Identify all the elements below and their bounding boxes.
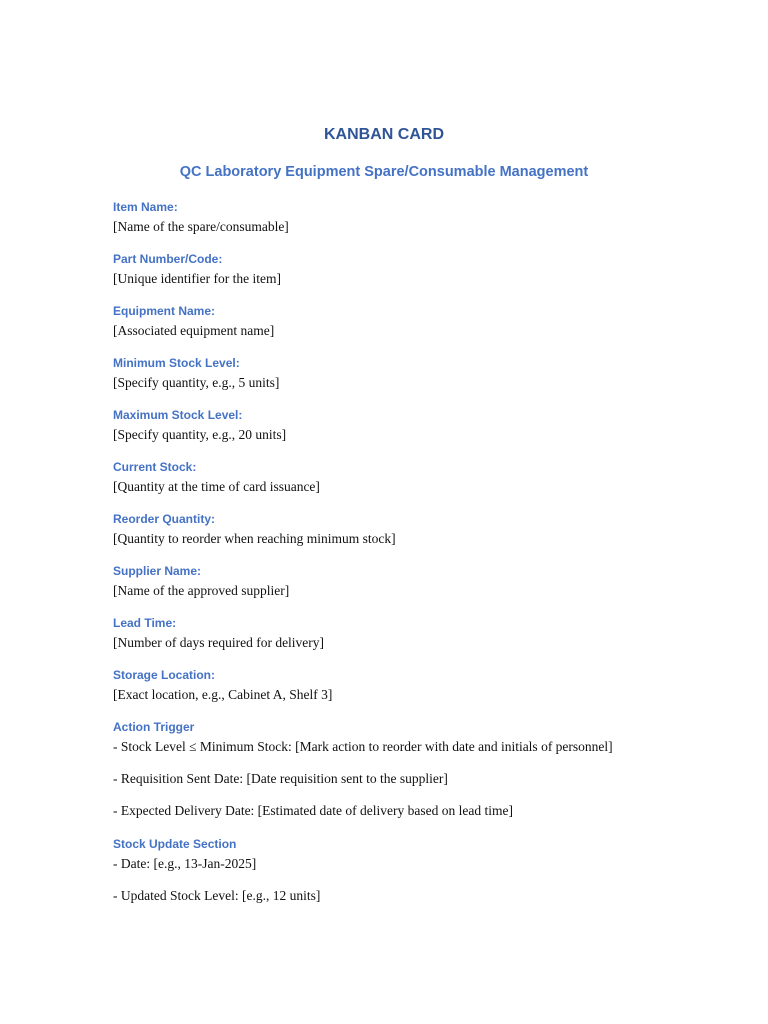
field-value: [Specify quantity, e.g., 20 units] — [113, 427, 287, 442]
field-value: [Exact location, e.g., Cabinet A, Shelf 3] — [113, 687, 333, 702]
stock-update-line: - Updated Stock Level: [e.g., 12 units] — [113, 888, 321, 903]
field-value: [Number of days required for delivery] — [113, 635, 325, 650]
field-label: Storage Location: — [113, 668, 216, 682]
field-label: Reorder Quantity: — [113, 512, 216, 526]
document-subtitle: QC Laboratory Equipment Spare/Consumable Management — [179, 164, 589, 180]
field-label: Equipment Name: — [113, 304, 216, 318]
section-heading: Action Trigger — [113, 720, 195, 734]
field-label: Lead Time: — [113, 616, 177, 630]
field-lead-time — [113, 613, 713, 653]
field-current-stock — [113, 457, 713, 497]
field-reorder-quantity — [113, 509, 713, 549]
field-value: [Quantity at the time of card issuance] — [113, 479, 320, 494]
field-value: [Name of the spare/consumable] — [113, 219, 289, 234]
document-title: KANBAN CARD — [324, 126, 444, 143]
field-storage-location — [113, 665, 713, 705]
section-heading: Stock Update Section — [113, 837, 237, 851]
action-trigger-line: - Requisition Sent Date: [Date requisition sent to the supplier] — [113, 771, 448, 786]
field-minimum-stock — [113, 353, 713, 393]
section-stock-update — [113, 834, 713, 874]
field-label: Part Number/Code: — [113, 252, 223, 266]
field-label: Maximum Stock Level: — [113, 408, 243, 422]
field-label: Item Name: — [113, 200, 178, 214]
field-item-name — [113, 197, 713, 237]
field-value: [Name of the approved supplier] — [113, 583, 290, 598]
field-maximum-stock — [113, 405, 713, 445]
action-trigger-line: - Stock Level ≤ Minimum Stock: [Mark action to reorder with date and initials of personnel] — [113, 739, 613, 754]
field-supplier-name — [113, 561, 713, 601]
field-value: [Associated equipment name] — [113, 323, 275, 338]
field-value: [Quantity to reorder when reaching minimum stock] — [113, 531, 396, 546]
stock-update-line: - Date: [e.g., 13-Jan-2025] — [113, 856, 257, 871]
field-label: Current Stock: — [113, 460, 197, 474]
field-value: [Unique identifier for the item] — [113, 271, 281, 286]
section-action-trigger — [113, 717, 713, 757]
action-trigger-line: - Expected Delivery Date: [Estimated date of delivery based on lead time] — [113, 803, 513, 818]
field-equipment-name — [113, 301, 713, 341]
field-part-number — [113, 249, 713, 289]
field-value: [Specify quantity, e.g., 5 units] — [113, 375, 280, 390]
field-label: Supplier Name: — [113, 564, 202, 578]
field-label: Minimum Stock Level: — [113, 356, 240, 370]
